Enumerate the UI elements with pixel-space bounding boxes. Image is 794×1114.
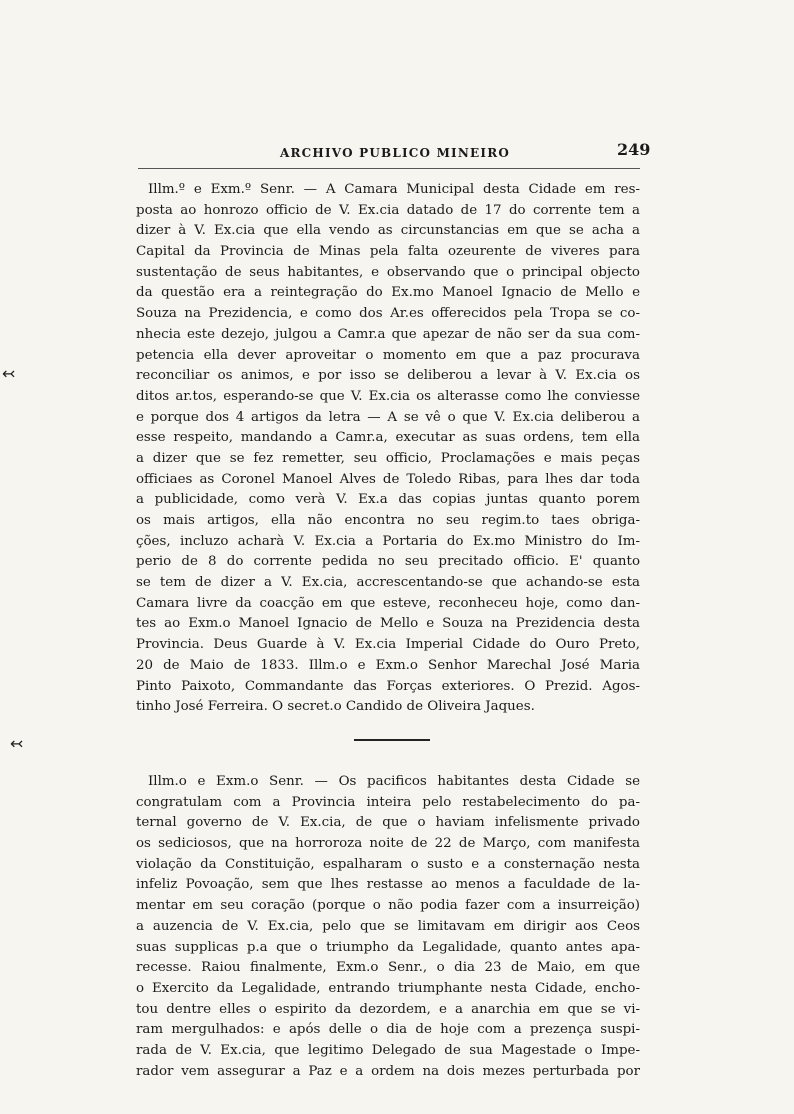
text-line: Pinto Paixoto, Commandante das Forças exteriores. O Prezid. Agos- (136, 678, 640, 694)
text-line: tou dentre elles o espirito da dezordem, e a anarchia em que se vi- (136, 1001, 640, 1017)
margin-mark: ↢ (10, 734, 24, 753)
margin-mark: ↢ (2, 364, 16, 383)
text-line: suas supplicas p.a que o triumpho da Legalidade, quanto antes apa- (136, 939, 640, 955)
text-line: congratulam com a Provincia inteira pelo restabelecimento do pa- (136, 794, 640, 810)
text-line: tinho José Ferreira. O secret.o Candido de Oliveira Jaques. (136, 699, 535, 715)
letter-2 (136, 772, 640, 1082)
text-line: recesse. Raiou finalmente, Exm.o Senr., o dia 23 de Maio, em que (136, 960, 640, 976)
text-line: ditos ar.tos, esperando-se que V. Ex.cia os alterasse como lhe conviesse (136, 388, 640, 404)
text-line: tes ao Exm.o Manoel Ignacio de Mello e Souza na Prezidencia desta (136, 616, 640, 632)
text-line: posta ao honrozo officio de V. Ex.cia datado de 17 do corrente tem a (136, 202, 640, 218)
text-line: reconciliar os animos, e por isso se deliberou a levar à V. Ex.cia os (136, 368, 640, 384)
text-line: sustentação de seus habitantes, e observando que o principal objecto (136, 264, 640, 280)
text-line: Illm.o e Exm.o Senr. — Os pacificos habitantes desta Cidade se (148, 774, 640, 789)
header-rule (138, 168, 640, 169)
text-line: Souza na Prezidencia, e como dos Ar.es offerecidos pela Tropa se co- (136, 306, 640, 322)
text-line: officiaes as Coronel Manoel Alves de Toledo Ribas, para lhes dar toda (136, 471, 640, 487)
text-line: nhecia este dezejo, julgou a Camr.a que apezar de não ser da sua com- (136, 326, 640, 342)
text-line: Provincia. Deus Guarde à V. Ex.cia Imperial Cidade do Ouro Preto, (136, 637, 640, 653)
text-line: infeliz Povoação, sem que lhes restasse ao menos a faculdade de la- (136, 877, 640, 893)
text-line: rador vem assegurar a Paz e a ordem na dois mezes perturbada por (136, 1063, 640, 1079)
text-line: ções, incluzo acharà V. Ex.cia a Portaria do Ex.mo Ministro do Im- (136, 533, 640, 549)
text-line: Capital da Provincia de Minas pela falta ozeurente de viveres para (136, 244, 640, 260)
section-divider (354, 739, 430, 741)
text-line: violação da Constituição, espalharam o susto e a consternação nesta (136, 856, 640, 872)
text-line: esse respeito, mandando a Camr.a, executar as suas ordens, tem ella (136, 430, 640, 446)
text-line: a publicidade, como verà V. Ex.a das copias juntas quanto porem (136, 492, 640, 508)
text-line: a auzencia de V. Ex.cia, pelo que se limitavam em dirigir aos Ceos (136, 918, 640, 934)
running-head: ARCHIVO PUBLICO MINEIRO (280, 146, 511, 160)
text-line: dizer à V. Ex.cia que ella vendo as circunstancias em que se acha a (136, 223, 640, 239)
text-line: perio de 8 do corrente pedida no seu precitado officio. E' quanto (136, 554, 640, 570)
text-line: a dizer que se fez remetter, seu officio, Proclamações e mais peças (136, 450, 640, 466)
page-number: 249 (617, 140, 651, 159)
text-line: Camara livre da coacção em que esteve, reconheceu hoje, como dan- (136, 595, 640, 611)
text-line: se tem de dizer a V. Ex.cia, accrescentando-se que achando-se esta (136, 575, 640, 591)
text-line: e porque dos 4 artigos da letra — A se vê o que V. Ex.cia deliberou a (136, 409, 640, 425)
text-line: os sediciosos, que na horroroza noite de 22 de Março, com manifesta (136, 836, 640, 852)
text-line: da questão era a reintegração do Ex.mo Manoel Ignacio de Mello e (136, 285, 640, 301)
letter-1 (136, 180, 640, 718)
text-line: 20 de Maio de 1833. Illm.o e Exm.o Senhor Marechal José Maria (136, 657, 640, 673)
text-line: ternal governo de V. Ex.cia, de que o haviam infelismente privado (136, 815, 640, 831)
text-line: petencia ella dever aproveitar o momento em que a paz procurava (136, 347, 640, 363)
text-line: ram mergulhados: e após delle o dia de hoje com a prezença suspi- (136, 1022, 640, 1038)
text-line: Illm.º e Exm.º Senr. — A Camara Municipal desta Cidade em res- (148, 182, 640, 197)
text-line: rada de V. Ex.cia, que legitimo Delegado de sua Magestade o Impe- (136, 1042, 640, 1058)
text-line: o Exercito da Legalidade, entrando triumphante nesta Cidade, encho- (136, 980, 640, 996)
text-line: mentar em seu coração (porque o não podia fazer com a insurreição) (136, 898, 640, 914)
text-line: os mais artigos, ella não encontra no seu regim.to taes obriga- (136, 513, 640, 528)
